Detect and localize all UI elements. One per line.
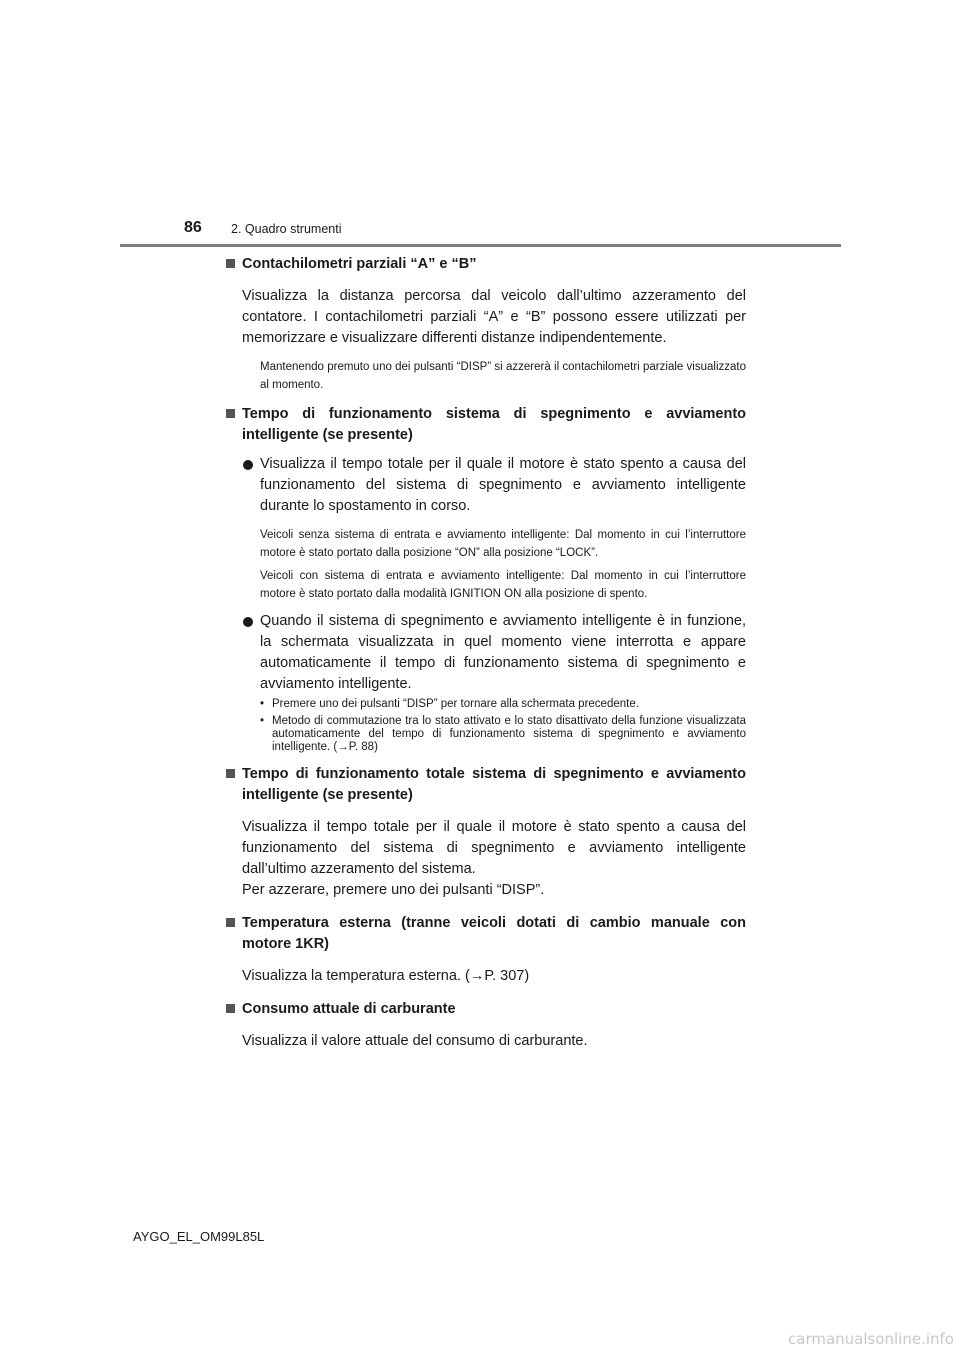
section-text: Per azzerare, premere uno dei pulsanti “DISP”. xyxy=(242,882,545,898)
watermark: carmanualsonline.info xyxy=(788,1330,954,1348)
page-number: 86 xyxy=(184,219,202,236)
section-heading xyxy=(222,913,746,955)
document-code: AYGO_EL_OM99L85L xyxy=(133,1229,265,1244)
sub-bullet-item xyxy=(222,698,746,711)
section-heading-text: Consumo attuale di carburante xyxy=(242,1001,456,1017)
section-note: Veicoli con sistema di entrata e avviamento intelligente: Dal momento in cui l’interruttore motore è stato portato dalla modalità IGNITION ON alla posizione di spento. xyxy=(260,570,746,600)
bullet-item xyxy=(222,454,746,517)
section-note: Mantenendo premuto uno dei pulsanti “DISP” si azzererà il contachilometri parziale visualizzato al momento. xyxy=(260,361,746,391)
section-heading-text: Temperatura esterna (tranne veicoli dotati di cambio manuale con motore 1KR) xyxy=(242,915,746,952)
header-rule xyxy=(120,244,841,247)
square-bullet-icon xyxy=(226,259,235,268)
square-bullet-icon xyxy=(226,769,235,778)
square-bullet-icon xyxy=(226,1004,235,1013)
small-bullet-icon: • xyxy=(260,698,265,710)
section-note: Veicoli senza sistema di entrata e avviamento intelligente: Dal momento in cui l’interruttore motore è stato portato dalla posizione “ON” alla posizione “LOCK”. xyxy=(260,529,746,559)
section-text: Visualizza la temperatura esterna. (→P. 307) xyxy=(242,968,530,984)
bullet-text: Visualizza il tempo totale per il quale il motore è stato spento a causa del funzionamento del sistema di spegnimento e avviamento intelligente durante lo spostamento in corso. xyxy=(260,456,746,514)
section-heading xyxy=(222,404,746,446)
round-bullet-icon xyxy=(243,460,253,470)
sub-bullet-text: Premere uno dei pulsanti “DISP” per tornare alla schermata precedente. xyxy=(272,698,639,710)
section-text: Visualizza il valore attuale del consumo di carburante. xyxy=(242,1033,588,1049)
section-heading-text: Tempo di funzionamento sistema di spegnimento e avviamento intelligente (se presente) xyxy=(242,406,746,443)
square-bullet-icon xyxy=(226,918,235,927)
square-bullet-icon xyxy=(226,409,235,418)
small-bullet-icon: • xyxy=(260,715,265,727)
section-text: Visualizza la distanza percorsa dal veicolo dall’ultimo azzeramento del contatore. I contachilometri parziali “A” e “B” possono essere utilizzati per memorizzare e visualizzare differenti distanze indipendentemente. xyxy=(242,288,746,346)
bullet-item xyxy=(222,611,746,695)
page-content xyxy=(222,254,746,1052)
section-heading xyxy=(222,999,746,1020)
chapter-title: 2. Quadro strumenti xyxy=(231,222,342,236)
bullet-text: Quando il sistema di spegnimento e avviamento intelligente è in funzione, la schermata visualizzata in quel momento viene interrotta e appare automaticamente il tempo di funzionamento sistema di spegnimento e avviamento intelligente. xyxy=(260,613,746,692)
sub-bullet-item xyxy=(222,715,746,754)
section-heading-text: Contachilometri parziali “A” e “B” xyxy=(242,256,477,272)
section-heading-text: Tempo di funzionamento totale sistema di spegnimento e avviamento intelligente (se presente) xyxy=(242,766,746,803)
section-heading xyxy=(222,764,746,806)
section-text: Visualizza il tempo totale per il quale il motore è stato spento a causa del funzionamento del sistema di spegnimento e avviamento intelligente dall’ultimo azzeramento del sistema. xyxy=(242,819,746,877)
round-bullet-icon xyxy=(243,617,253,627)
sub-bullet-text: Metodo di commutazione tra lo stato attivato e lo stato disattivato della funzione visualizzata automaticamente del tempo di funzionamento sistema di spegnimento e avviamento intelligente. (→P. 88) xyxy=(272,715,746,753)
section-heading xyxy=(222,254,746,275)
